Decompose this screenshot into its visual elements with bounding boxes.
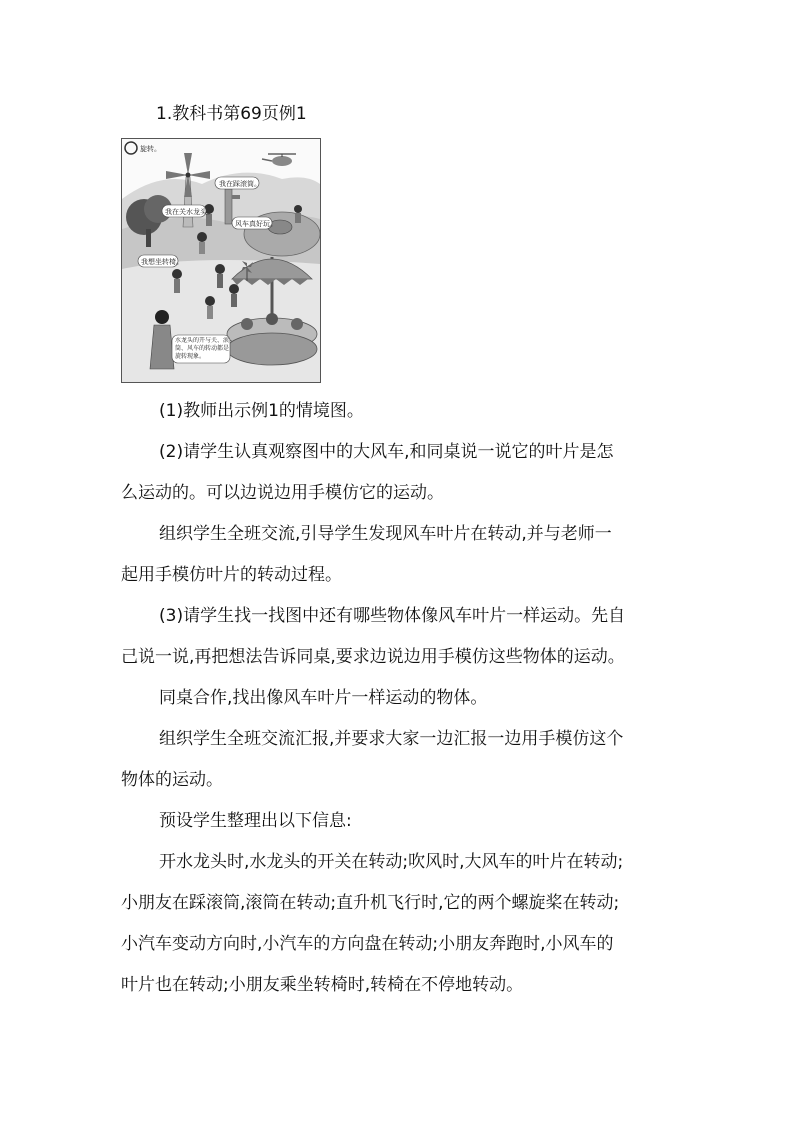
bubble-text: 风车真好玩。 bbox=[235, 220, 277, 228]
textbook-illustration bbox=[121, 138, 321, 383]
speech-bubble bbox=[215, 177, 261, 189]
text-line: 么运动的。可以边说边用手模仿它的运动。 bbox=[121, 483, 444, 503]
text-line: 预设学生整理出以下信息: bbox=[159, 811, 352, 831]
text-line: 小汽车变动方向时,小汽车的方向盘在转动;小朋友奔跑时,小风车的 bbox=[121, 934, 614, 954]
figure-title: 旋转。 bbox=[140, 145, 161, 153]
text-line: (2)请学生认真观察图中的大风车,和同桌说一说它的叶片是怎 bbox=[159, 442, 614, 462]
text-line: (3)请学生找一找图中还有哪些物体像风车叶片一样运动。先自 bbox=[159, 606, 626, 626]
speech-bubble bbox=[232, 217, 277, 229]
paragraph-step-3 bbox=[121, 596, 681, 678]
speech-bubble bbox=[138, 255, 183, 267]
text-line: 组织学生全班交流汇报,并要求大家一边汇报一边用手模仿这个 bbox=[159, 729, 624, 749]
example-heading: 1.教科书第69页例1 bbox=[156, 104, 307, 124]
paragraph-class-discussion bbox=[121, 514, 681, 596]
park-scene bbox=[122, 139, 320, 382]
bubble-text: 我在关水龙头。 bbox=[165, 208, 214, 216]
text-line: 物体的运动。 bbox=[121, 770, 223, 790]
paragraph-partner-work bbox=[121, 678, 719, 719]
paragraph-step-2 bbox=[121, 432, 681, 514]
speech-bubble bbox=[172, 335, 230, 363]
text-line: 己说一说,再把想法告诉同桌,要求边说边用手模仿这些物体的运动。 bbox=[121, 647, 625, 667]
text-line: (1)教师出示例1的情境图。 bbox=[159, 401, 364, 421]
text-line: 同桌合作,找出像风车叶片一样运动的物体。 bbox=[159, 688, 488, 708]
paragraph-info-list bbox=[121, 842, 681, 1006]
bubble-text: 我在踩滚筒。 bbox=[219, 180, 261, 188]
text-line: 叶片也在转动;小朋友乘坐转椅时,转椅在不停地转动。 bbox=[121, 975, 524, 995]
paragraph-preset bbox=[121, 801, 719, 842]
bubble-text: 水龙头的开与关、滚筒、风车的转动都是旋转现象。 bbox=[175, 337, 229, 360]
text-line: 小朋友在踩滚筒,滚筒在转动;直升机飞行时,它的两个螺旋桨在转动; bbox=[121, 893, 620, 913]
bubble-text: 我想坐转椅。 bbox=[141, 258, 183, 266]
text-line: 起用手模仿叶片的转动过程。 bbox=[121, 565, 342, 585]
paragraph-step-1 bbox=[121, 391, 719, 432]
paragraph-report bbox=[121, 719, 681, 801]
text-line: 组织学生全班交流,引导学生发现风车叶片在转动,并与老师一 bbox=[159, 524, 612, 544]
text-line: 开水龙头时,水龙头的开关在转动;吹风时,大风车的叶片在转动; bbox=[159, 852, 624, 872]
